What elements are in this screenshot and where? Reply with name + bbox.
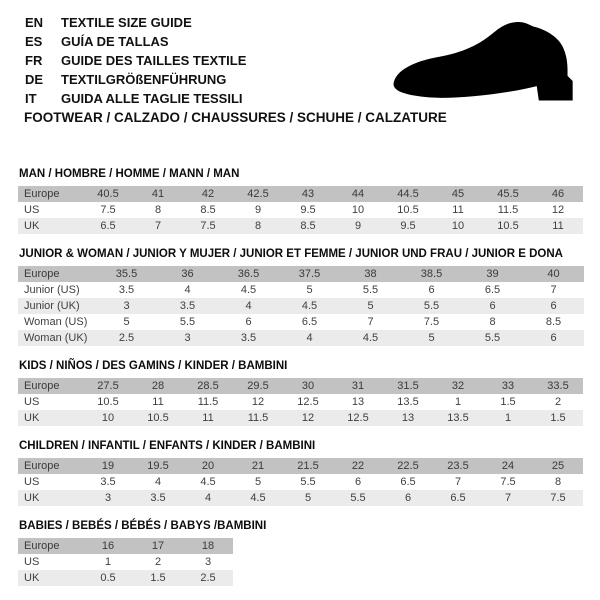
size-cell: 3.5 (118, 284, 135, 296)
size-cell: 6 (523, 330, 584, 346)
size-cell: 11 (183, 410, 233, 426)
lang-row-it (25, 89, 246, 108)
size-cell: 7.5 (500, 476, 516, 488)
size-cell: 8 (554, 476, 562, 488)
size-tables (18, 168, 583, 600)
size-cell: 25 (533, 458, 583, 474)
lang-row-de (25, 70, 246, 89)
row-label: Europe (18, 186, 83, 202)
size-cell: 43 (283, 186, 333, 202)
size-cell: 28.5 (183, 378, 233, 394)
size-cell: 19.5 (133, 458, 183, 474)
row-label: UK (18, 570, 83, 586)
size-cell: 3.5 (218, 330, 279, 346)
size-cell: 8.5 (545, 316, 562, 328)
size-cell: 10 (83, 410, 133, 426)
size-cell: 38 (340, 266, 401, 282)
size-cell: 3 (83, 490, 133, 506)
size-table-man (18, 186, 583, 234)
size-cell: 33.5 (533, 378, 583, 394)
table-row (18, 410, 583, 426)
size-cell: 10.5 (397, 204, 419, 216)
size-cell: 3 (204, 556, 212, 568)
size-cell: 23.5 (433, 458, 483, 474)
size-cell: 5.5 (179, 316, 196, 328)
size-cell: 4.5 (279, 298, 340, 314)
size-cell: 7 (483, 490, 533, 506)
size-cell: 10 (433, 218, 483, 234)
table-row (18, 394, 583, 410)
size-cell: 6.5 (83, 218, 133, 234)
category-title: FOOTWEAR / CALZADO / CHAUSSURES / SCHUHE / CALZATURE (24, 110, 447, 125)
size-cell: 31.5 (383, 378, 433, 394)
size-cell: 1 (104, 556, 112, 568)
row-label: Junior (US) (24, 284, 80, 296)
lang-code: ES (25, 34, 43, 49)
size-cell: 30 (283, 378, 333, 394)
size-cell: 10 (351, 204, 365, 216)
size-cell: 7.5 (533, 490, 583, 506)
size-cell: 6 (523, 298, 584, 314)
size-cell: 8 (489, 316, 496, 328)
size-cell: 27.5 (83, 378, 133, 394)
size-cell: 10.5 (483, 218, 533, 234)
size-cell: 7 (550, 284, 557, 296)
size-cell: 8.5 (283, 218, 333, 234)
size-cell: 13.5 (397, 396, 419, 408)
size-cell: 33 (483, 378, 533, 394)
lang-code: DE (25, 72, 44, 87)
table-row (18, 570, 233, 586)
size-cell: 0.5 (83, 570, 133, 586)
dress-shoe-icon (388, 16, 586, 106)
size-cell: 5 (401, 330, 462, 346)
row-label: US (24, 556, 40, 568)
size-cell: 3.5 (133, 490, 183, 506)
size-cell: 9 (333, 218, 383, 234)
size-cell: 12 (551, 204, 565, 216)
size-cell: 4 (218, 298, 279, 314)
size-cell: 31 (333, 378, 383, 394)
size-cell: 17 (133, 538, 183, 554)
size-cell: 3.5 (157, 298, 218, 314)
size-cell: 41 (133, 186, 183, 202)
size-cell: 7.5 (183, 218, 233, 234)
table-row (18, 266, 584, 282)
size-cell: 37.5 (279, 266, 340, 282)
size-cell: 5 (254, 476, 262, 488)
size-cell: 5.5 (333, 490, 383, 506)
lang-label: TEXTILE SIZE GUIDE (61, 15, 192, 30)
size-cell: 32 (433, 378, 483, 394)
size-cell: 6.5 (433, 490, 483, 506)
size-cell: 1.5 (500, 396, 516, 408)
size-cell: 2.5 (96, 330, 157, 346)
size-cell: 3 (96, 298, 157, 314)
size-cell: 18 (183, 538, 233, 554)
row-label: US (24, 476, 40, 488)
size-table-section-kids (18, 360, 583, 426)
size-cell: 1 (454, 396, 462, 408)
lang-label: TEXTILGRÖßENFÜHRUNG (61, 72, 227, 87)
section-title: CHILDREN / INFANTIL / ENFANTS / KINDER / BAMBINI (19, 440, 316, 452)
table-row (18, 330, 584, 346)
size-cell: 8.5 (200, 204, 216, 216)
size-cell: 11 (152, 396, 164, 408)
size-cell: 39 (462, 266, 523, 282)
size-cell: 16 (83, 538, 133, 554)
size-cell: 21.5 (283, 458, 333, 474)
size-cell: 7 (454, 476, 462, 488)
size-cell: 42 (183, 186, 233, 202)
row-label: Woman (US) (24, 316, 88, 328)
size-cell: 5 (340, 298, 401, 314)
size-cell: 6 (383, 490, 433, 506)
size-cell: 5 (123, 316, 130, 328)
size-cell: 11.5 (497, 204, 519, 216)
table-row (18, 474, 583, 490)
size-cell: 6.5 (301, 316, 318, 328)
size-cell: 6 (245, 316, 252, 328)
size-table-section-children (18, 440, 583, 506)
lang-row-fr (25, 51, 246, 70)
size-cell: 4 (183, 490, 233, 506)
size-cell: 2.5 (183, 570, 233, 586)
size-cell: 10.5 (133, 410, 183, 426)
size-cell: 13 (351, 396, 365, 408)
size-cell: 1.5 (533, 410, 583, 426)
size-cell: 5.5 (401, 298, 462, 314)
size-cell: 19 (83, 458, 133, 474)
size-cell: 13.5 (433, 410, 483, 426)
section-title: BABIES / BEBÉS / BÉBÉS / BABYS /BAMBINI (19, 520, 267, 532)
row-label: US (24, 204, 40, 216)
size-cell: 4.5 (233, 490, 283, 506)
size-cell: 9 (254, 204, 262, 216)
table-row (18, 554, 233, 570)
size-cell: 6.5 (400, 476, 416, 488)
size-cell: 2 (554, 396, 562, 408)
lang-code: IT (25, 91, 37, 106)
size-cell: 22 (333, 458, 383, 474)
size-cell: 9.5 (383, 218, 433, 234)
size-cell: 5.5 (462, 330, 523, 346)
size-cell: 7 (367, 316, 374, 328)
size-cell: 11 (533, 218, 583, 234)
size-cell: 35.5 (96, 266, 157, 282)
size-cell: 29.5 (233, 378, 283, 394)
row-label: Europe (18, 378, 83, 394)
size-cell: 28 (133, 378, 183, 394)
size-cell: 1 (483, 410, 533, 426)
table-row (18, 538, 233, 554)
size-cell: 7.5 (423, 316, 440, 328)
size-table-babies (18, 538, 233, 586)
size-cell: 5.5 (362, 284, 379, 296)
row-label: UK (18, 490, 83, 506)
size-cell: 40.5 (83, 186, 133, 202)
size-cell: 4 (154, 476, 162, 488)
size-cell: 6 (428, 284, 435, 296)
row-label: Europe (18, 266, 96, 282)
size-cell: 10.5 (97, 396, 119, 408)
section-title: KIDS / NIÑOS / DES GAMINS / KINDER / BAMBINI (19, 360, 288, 372)
size-cell: 11 (452, 204, 464, 216)
size-table-section-babies (18, 520, 583, 586)
size-cell: 4.5 (200, 476, 216, 488)
lang-label: GUIDA ALLE TAGLIE TESSILI (61, 91, 243, 106)
lang-row-en (25, 13, 246, 32)
row-label: Woman (UK) (18, 330, 96, 346)
size-cell: 45.5 (483, 186, 533, 202)
size-cell: 40 (523, 266, 584, 282)
size-cell: 20 (183, 458, 233, 474)
size-cell: 24 (483, 458, 533, 474)
table-row (18, 458, 583, 474)
row-label: US (24, 396, 40, 408)
size-cell: 13 (383, 410, 433, 426)
size-cell: 5 (306, 284, 313, 296)
size-cell: 12.5 (297, 396, 319, 408)
size-cell: 45 (433, 186, 483, 202)
size-cell: 8 (154, 204, 162, 216)
size-cell: 7 (133, 218, 183, 234)
size-cell: 6 (462, 298, 523, 314)
size-cell: 4.5 (340, 330, 401, 346)
size-cell: 8 (233, 218, 283, 234)
size-cell: 3 (157, 330, 218, 346)
size-table-junior-woman (18, 266, 584, 346)
size-cell: 6 (354, 476, 362, 488)
size-cell: 5 (283, 490, 333, 506)
table-row (18, 218, 583, 234)
lang-code: FR (25, 53, 43, 68)
row-label: UK (18, 410, 83, 426)
size-cell: 38.5 (401, 266, 462, 282)
lang-label: GUÍA DE TALLAS (61, 34, 169, 49)
size-cell: 12 (283, 410, 333, 426)
row-label: Europe (18, 538, 83, 554)
table-row (18, 298, 584, 314)
size-cell: 6.5 (484, 284, 501, 296)
size-cell: 1.5 (133, 570, 183, 586)
size-cell: 2 (154, 556, 162, 568)
size-cell: 5.5 (300, 476, 316, 488)
lang-row-es (25, 32, 246, 51)
size-cell: 12.5 (333, 410, 383, 426)
size-cell: 44 (333, 186, 383, 202)
size-table-children (18, 458, 583, 506)
table-row (18, 186, 583, 202)
size-cell: 42.5 (233, 186, 283, 202)
row-label: UK (18, 218, 83, 234)
size-cell: 3.5 (100, 476, 116, 488)
size-table-kids (18, 378, 583, 426)
size-cell: 7.5 (100, 204, 116, 216)
size-cell: 36.5 (218, 266, 279, 282)
size-cell: 36 (157, 266, 218, 282)
size-cell: 11.5 (233, 410, 283, 426)
lang-code: EN (25, 15, 44, 30)
language-title-list (25, 13, 246, 108)
size-cell: 4 (279, 330, 340, 346)
table-row (18, 202, 583, 218)
size-cell: 12 (251, 396, 265, 408)
size-cell: 11.5 (197, 396, 219, 408)
size-cell: 21 (233, 458, 283, 474)
table-row (18, 314, 584, 330)
size-cell: 22.5 (383, 458, 433, 474)
section-title: JUNIOR & WOMAN / JUNIOR Y MUJER / JUNIOR ET FEMME / JUNIOR UND FRAU / JUNIOR E DONA (19, 248, 563, 260)
lang-label: GUIDE DES TAILLES TEXTILE (61, 53, 247, 68)
row-label: Junior (UK) (18, 298, 96, 314)
row-label: Europe (18, 458, 83, 474)
size-table-section-junior-woman (18, 248, 583, 346)
size-cell: 44.5 (383, 186, 433, 202)
table-row (18, 378, 583, 394)
size-table-section-man (18, 168, 583, 234)
table-row (18, 282, 584, 298)
size-cell: 46 (533, 186, 583, 202)
table-row (18, 490, 583, 506)
size-cell: 9.5 (300, 204, 316, 216)
size-cell: 4 (184, 284, 191, 296)
section-title: MAN / HOMBRE / HOMME / MANN / MAN (19, 168, 240, 180)
size-cell: 4.5 (240, 284, 257, 296)
